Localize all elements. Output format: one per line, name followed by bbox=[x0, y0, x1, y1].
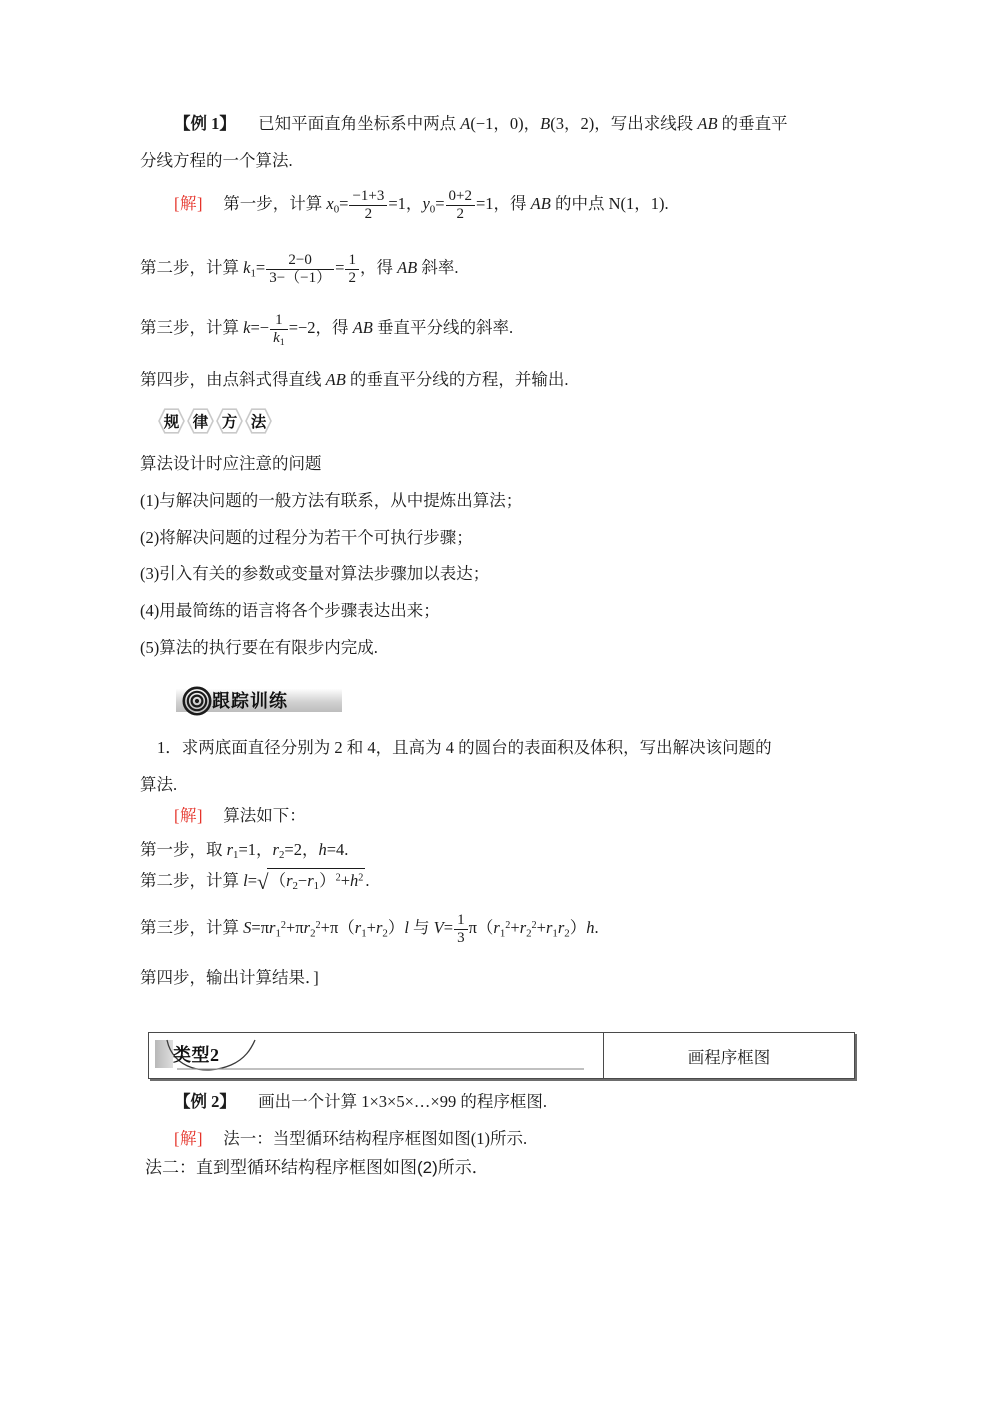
step4-tail: 的垂直平分线的方程，并输出. bbox=[345, 370, 569, 389]
volume-var: V bbox=[433, 918, 444, 938]
pi-symbol: π bbox=[468, 918, 477, 938]
solution1-step1 bbox=[140, 188, 860, 223]
rules-method-item: (3)引入有关的参数或变量对算法步骤加以表达； bbox=[140, 564, 490, 584]
step1-eq3: = bbox=[435, 194, 445, 214]
x0-fraction bbox=[349, 188, 387, 223]
k1-frac-denominator: 3−（−1） bbox=[266, 269, 334, 287]
example1-text-pre: 已知平面直角坐标系中两点 bbox=[258, 114, 461, 133]
solution1-step4 bbox=[140, 368, 860, 393]
rules-method-item: (2)将解决问题的过程分为若干个可执行步骤； bbox=[140, 527, 473, 547]
step3-lead: 第三步，计算 bbox=[140, 318, 244, 338]
y0-frac-denominator: 2 bbox=[446, 205, 475, 223]
point-a-args: (−1，0) bbox=[470, 114, 524, 133]
rules-method-subtitle: 算法设计时应注意的问题 bbox=[140, 454, 322, 473]
tracking-practice-label: 跟踪训练 bbox=[212, 691, 288, 711]
hex-badge-3: 方 bbox=[216, 408, 243, 434]
half-numerator: 1 bbox=[348, 252, 356, 268]
step2-eq1: = bbox=[255, 258, 266, 278]
h-var: h bbox=[318, 840, 327, 859]
pi-symbol: π bbox=[260, 918, 270, 938]
step2-eq2: = bbox=[335, 258, 345, 278]
example2-method2: 法二：直到型循环结构程序框图如图(2)所示． bbox=[145, 1158, 489, 1177]
swoosh-underline-icon bbox=[159, 1037, 589, 1077]
tracking-step4: 第四步，输出计算结果．] bbox=[140, 968, 319, 987]
type2-title: 类型2 bbox=[173, 1045, 220, 1065]
hex-badge-2: 律 bbox=[187, 408, 214, 434]
point-a-label: A bbox=[460, 114, 471, 133]
reciprocal-numerator: 1 bbox=[275, 312, 283, 328]
rules-method-item: (4)用最简练的语言将各个步骤表达出来； bbox=[140, 601, 440, 620]
l-var: l bbox=[243, 870, 248, 890]
sqrt-expression bbox=[257, 868, 365, 896]
y0-var: y bbox=[422, 194, 430, 214]
tracking-jie-text: 算法如下： bbox=[223, 806, 306, 825]
tracking-question bbox=[140, 736, 860, 798]
example1-text-post: ，写出求线段 bbox=[594, 114, 698, 133]
reciprocal-denominator: $k_1$ bbox=[270, 329, 288, 348]
step4-ab: AB bbox=[325, 370, 346, 389]
solution1-step2 bbox=[140, 252, 860, 287]
step3-eq1: =− bbox=[250, 318, 270, 338]
pi-symbol: π bbox=[295, 918, 304, 938]
r2-var: r bbox=[272, 840, 279, 859]
tracking-step3: 第三步，计算 $S=\pi r_1^2+\pi r_2^2+\pi(r_1+r_2)l$ 与 V= $\frac{1}{3}$ $\pi(r_1^2+r_2^2+r_1r_2)h$. bbox=[140, 912, 599, 946]
example1-statement-line1 bbox=[140, 112, 860, 137]
half-denominator: 2 bbox=[345, 269, 359, 287]
tracking-step2: 第二步，计算 $l=√(r_2-r_1)^2+h^2$ . bbox=[140, 868, 860, 896]
example2-block bbox=[140, 1090, 860, 1152]
k1-frac-numerator: 2−0 bbox=[288, 252, 312, 268]
x0-frac-denominator: 2 bbox=[349, 205, 387, 223]
rules-method-item: (5)算法的执行要在有限步内完成. bbox=[140, 637, 378, 657]
k1-var: k bbox=[243, 258, 251, 278]
segment-ab-label: AB bbox=[697, 114, 718, 133]
radical-sign: √ bbox=[257, 870, 269, 894]
step1-eq4: =1，得 bbox=[475, 194, 531, 214]
example1-block bbox=[140, 112, 860, 174]
step3-ab: AB bbox=[352, 318, 373, 338]
x0-frac-numerator: −1+3 bbox=[352, 188, 385, 204]
type2-section-table bbox=[148, 1032, 855, 1079]
k1-fraction bbox=[266, 252, 334, 287]
example1-text-tail: 的垂直平 bbox=[717, 114, 788, 133]
k-var: k bbox=[243, 318, 251, 338]
point-b-label: B bbox=[540, 114, 551, 133]
tracking-step1: 第一步，取 $r_1=1$，$r_2=2$，h=4. bbox=[140, 840, 349, 862]
example2-method2-block bbox=[145, 1155, 865, 1181]
x0-var: x bbox=[326, 194, 334, 214]
one-third-fraction: $\frac{1}{3}$ bbox=[454, 912, 468, 947]
half-fraction bbox=[345, 252, 359, 287]
t-step3-lead: 第三步，计算 bbox=[140, 918, 244, 938]
tracking-question-line1: 1．求两底面直径分别为 2 和 4，且高为 4 的圆台的表面积及体积，写出解决该问题的 bbox=[157, 738, 772, 757]
surface-area-var: S bbox=[243, 918, 252, 938]
step3-eq2: =−2，得 bbox=[288, 318, 353, 338]
step1-ab: AB bbox=[530, 194, 551, 214]
y0-frac-numerator: 0+2 bbox=[448, 188, 472, 204]
tracking-question-line2: 算法. bbox=[140, 774, 178, 794]
example2-tag: 【例 2】 bbox=[174, 1092, 236, 1111]
rules-method-header bbox=[140, 406, 860, 436]
step2-ab: AB bbox=[397, 258, 418, 278]
step2-tail: 斜率. bbox=[417, 258, 459, 278]
example1-tag: 【例 1】 bbox=[174, 114, 236, 133]
hex-badge-1: 规 bbox=[158, 408, 185, 434]
step1-tail: 的中点 N(1，1). bbox=[550, 194, 669, 214]
tracking-practice-header bbox=[140, 684, 860, 716]
step2-eq3: ，得 bbox=[359, 258, 398, 278]
example1-statement-line2: 分线方程的一个算法. bbox=[140, 150, 293, 170]
step3-tail: 垂直平分线的斜率. bbox=[372, 318, 514, 338]
solution1-step3 bbox=[140, 312, 860, 348]
step1-eq1: = bbox=[339, 194, 349, 214]
step1-eq2: =1， bbox=[388, 194, 423, 214]
y0-sub: 0 bbox=[429, 203, 436, 216]
example2-method1: [解] 法一：当型循环结构程序框图如图(1)所示. bbox=[174, 1128, 528, 1148]
step4-lead: 第四步，由点斜式得直线 bbox=[140, 370, 326, 389]
r1-var: r bbox=[226, 840, 234, 859]
rules-method-badges bbox=[140, 406, 860, 436]
reciprocal-fraction bbox=[270, 312, 288, 348]
step1-lead: 第一步，计算 bbox=[223, 194, 327, 214]
statement-sep: ， bbox=[523, 114, 541, 133]
example2-statement: 【例 2】 画出一个计算 1×3×5×…×99 的程序框图. bbox=[174, 1092, 547, 1111]
point-b-args: (3，2) bbox=[550, 114, 595, 133]
y0-fraction bbox=[446, 188, 475, 223]
solution1-jie-tag: [解] bbox=[174, 194, 203, 214]
tracking-solution-head bbox=[140, 804, 860, 829]
example2-jie-tag: [解] bbox=[174, 1128, 203, 1148]
t-step1-lead: 第一步，取 bbox=[140, 840, 227, 859]
rules-method-body bbox=[140, 452, 860, 661]
hex-badge-4: 法 bbox=[245, 408, 272, 434]
type2-title-cell bbox=[149, 1033, 604, 1078]
type2-right-label: 画程序框图 bbox=[687, 1047, 771, 1067]
tracking-jie-tag: [解] bbox=[174, 806, 203, 825]
pi-symbol: π bbox=[329, 918, 339, 938]
t-step2-lead: 第二步，计算 bbox=[140, 870, 244, 890]
target-icon bbox=[182, 686, 212, 716]
x0-sub: 0 bbox=[333, 203, 340, 216]
rules-method-item: (1)与解决问题的一般方法有联系，从中提炼出算法； bbox=[140, 490, 523, 510]
k1-sub: 1 bbox=[250, 267, 256, 280]
radicand: $(r_2-r_1)^2+h^2$ bbox=[267, 868, 366, 894]
step2-lead: 第二步，计算 bbox=[140, 258, 244, 278]
